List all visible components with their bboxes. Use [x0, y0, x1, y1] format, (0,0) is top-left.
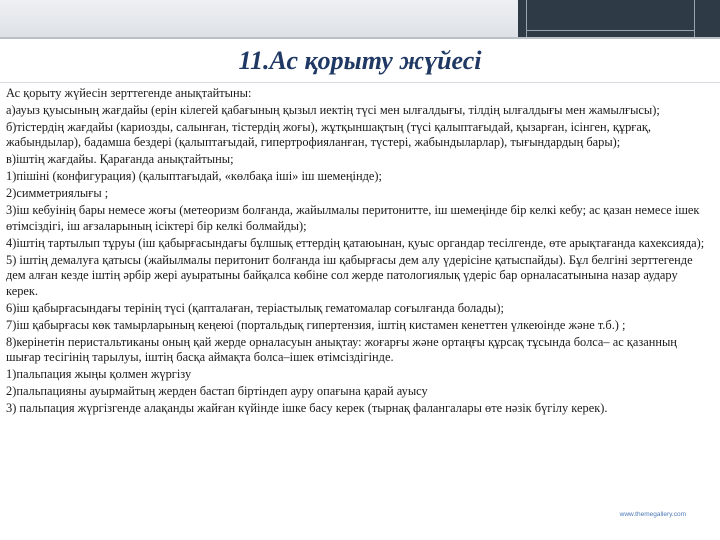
paragraph: 4)іштің тартылып тұруы (іш қабырғасындағы бұлшық еттердің қатаюынан, қуыс органдар тесілгенде, өте арықтағанда кахексияда);: [6, 235, 705, 250]
paragraph: 7)іш қабырғасы көк тамырларының кеңеюі (портальдық гипертензия, іштің кистамен кенеттен үлкеюінде және т.б.) ;: [6, 317, 626, 332]
paragraph: 2)симметриялығы ;: [6, 186, 109, 201]
paragraph: 3)іш кебуінің бары немесе жоғы (метеоризм болғанда, жайылмалы перитонитте, іш шемеңінде бір келкі кебу; ас қазан немесе ішек өтімсіздігі, іш ағзаларының ісіктері бір келкі болмайды);: [6, 203, 700, 233]
paragraph: б)тістердің жағдайы (кариозды, салынған, тістердің жоғы), жұтқыншақтың (түсі қалыптағыдай, қызарған, ісінген, құрғақ, жабындылар), бадамша бездері (қалыптағыдай, гипертрофияланған, түстері, жабындыларлар), тығындардың бары);: [6, 120, 651, 150]
paragraph: Ас қорыту жүйесін зерттегенде анықтайтыны:: [6, 86, 252, 100]
paragraph: 1)пальпация жыңы қолмен жүргізу: [6, 367, 192, 382]
corner-decoration: [518, 0, 720, 38]
corner-line: [526, 0, 527, 38]
header-divider: [0, 37, 720, 39]
footer-website-link[interactable]: www.themegallery.com: [619, 511, 686, 518]
paragraph: 8)керінетін перистальтиканы оның қай жерде орналасуын анықтау: жоғарғы және ортаңғы құрсақ тұсында болса– ас қазанның шығар тесігінің тарылуы, іштің басқа аймақта болса–ішек өтімсіздігінде.: [6, 334, 677, 365]
corner-line: [694, 0, 695, 38]
paragraph: 1)пішіні (конфигурация) (қалыптағыдай, «көлбақа іші» іш шемеңінде);: [6, 169, 382, 184]
title-divider: [0, 82, 720, 83]
paragraph: в)іштің жағдайы. Қарағанда анықтайтыны;: [6, 152, 234, 167]
slide-title: 11.Ас қорыту жүйесі: [238, 46, 482, 75]
paragraph: 6)іш қабырғасындағы терінің түсі (қапталаған, теріастылық гематомалар соғылғанда болады);: [6, 300, 504, 315]
paragraph: а)ауыз қуысының жағдайы (ерін кілегей қабағының қызыл иектің түсі мен ылғалдығы, тілдің ылғалдығы мен жамылғысы);: [6, 103, 660, 117]
paragraph: 5) іштің демалуға қатысы (жайылмалы перитонит болғанда іш қабырғасы дем алу үдерісіне қатыспайды). Бұл белгіні зерттегенде дем алған кезде іштің әрбір жері ауыратыны байқалса көбіне сол жерде патологиялық үдеріс бар орналасатынына назар аудару керек.: [6, 252, 693, 298]
corner-line: [526, 30, 694, 31]
slide-body: [6, 86, 712, 418]
paragraph: 3) пальпация жүргізгенде алақанды жайған күйінде ішке басу керек (тырнақ фалангалары өте нәзік бүгілу керек).: [6, 401, 608, 416]
paragraph: 2)пальпацияны ауырмайтың жерден бастап біртіндеп ауру опағына қарай ауысу: [6, 384, 428, 399]
